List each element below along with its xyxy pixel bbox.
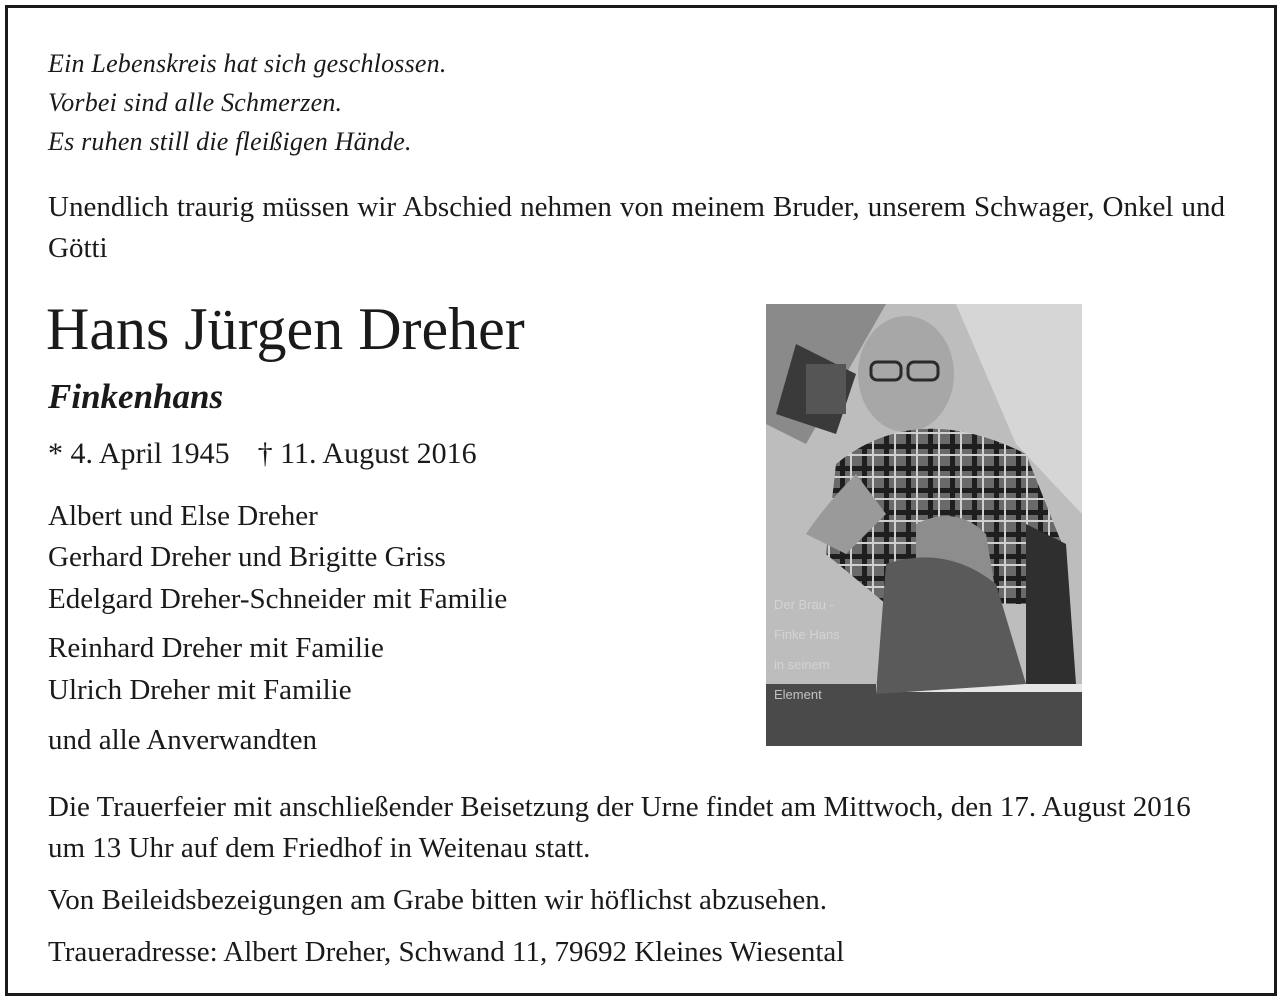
deceased-nickname: Finkenhans xyxy=(48,377,224,416)
photo-caption-line: Der Brau - xyxy=(774,597,834,612)
condolence-note: Von Beileidsbezeigungen am Grabe bitten wir höflichst abzusehen. xyxy=(48,884,828,916)
mourner-line: Reinhard Dreher mit Familie xyxy=(48,632,384,664)
birth-date: * 4. April 1945 xyxy=(48,437,230,470)
portrait-photo xyxy=(766,304,1082,746)
life-dates xyxy=(48,433,477,475)
intro-text: Unendlich traurig müssen wir Abschied nehmen von meinem Bruder, unserem Schwager, Onkel und Götti xyxy=(48,191,1225,264)
mourner-line: Ulrich Dreher mit Familie xyxy=(48,674,352,706)
deceased-name: Hans Jürgen Dreher xyxy=(46,296,525,362)
memorial-verse xyxy=(48,44,447,161)
mourner-line: und alle Anverwandten xyxy=(48,724,317,756)
photo-caption-line: Element xyxy=(774,687,822,702)
photo-caption-line: Finke Hans xyxy=(774,627,840,642)
death-date: † 11. August 2016 xyxy=(257,437,477,470)
ceremony-info: Die Trauerfeier mit anschließender Beisetzung der Urne findet am Mittwoch, den 17. August 2016 um 13 Uhr auf dem Friedhof in Weitenau statt. xyxy=(48,791,1191,864)
verse-line-2: Vorbei sind alle Schmerzen. xyxy=(48,88,343,117)
photo-caption-line: in seinem xyxy=(774,657,830,672)
photo-caption xyxy=(774,590,840,710)
mourner-line: Edelgard Dreher-Schneider mit Familie xyxy=(48,583,508,615)
verse-line-3: Es ruhen still die fleißigen Hände. xyxy=(48,127,412,156)
verse-line-1: Ein Lebenskreis hat sich geschlossen. xyxy=(48,49,447,78)
mourning-address: Traueradresse: Albert Dreher, Schwand 11, 79692 Kleines Wiesental xyxy=(48,936,845,968)
mourner-line: Gerhard Dreher und Brigitte Griss xyxy=(48,541,446,573)
mourner-line: Albert und Else Dreher xyxy=(48,500,318,532)
